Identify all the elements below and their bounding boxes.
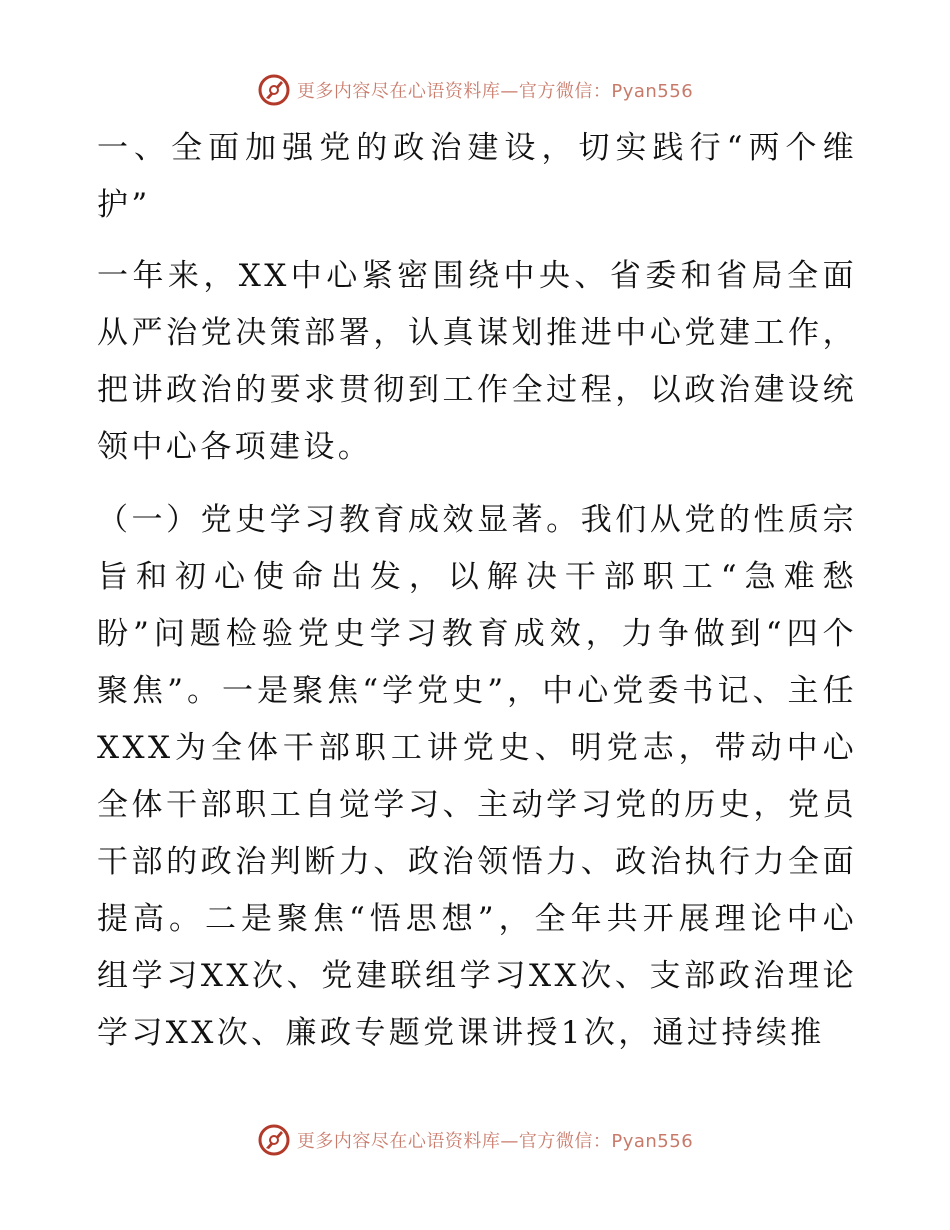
quill-circle-logo-icon — [257, 73, 291, 107]
watermark-text: 更多内容尽在心语资料库—官方微信：Pyan556 — [296, 1131, 694, 1152]
watermark-banner-bottom — [0, 1120, 950, 1160]
paragraph: 一年来，XX中心紧密围绕中央、省委和省局全面从严治党决策部署，认真谋划推进中心党建工作，把讲政治的要求贯彻到工作全过程，以政治建设统领中心各项建设。 — [97, 258, 857, 465]
watermark-banner-top — [0, 70, 950, 110]
section-heading: 一、全面加强党的政治建设，切实践行“两个维护” — [97, 130, 857, 223]
document-body — [97, 120, 857, 1062]
paragraph: （一）党史学习教育成效显著。我们从党的性质宗旨和初心使命出发，以解决干部职工“急难愁盼”问题检验党史学习教育成效，力争做到“四个聚焦”。一是聚焦“学党史”，中心党委书记、主任XXX为全体干部职工讲党史、明党志，带动中心全体干部职工自觉学习、主动学习党的历史，党员干部的政治判断力、政治领悟力、政治执行力全面提高。二是聚焦“悟思想”，全年共开展理论中心组学习XX次、党建联组学习XX次、支部政治理论学习XX次、廉政专题党课讲授1次，通过持续推 — [97, 502, 857, 1051]
watermark-text: 更多内容尽在心语资料库—官方微信：Pyan556 — [296, 81, 694, 102]
quill-circle-logo-icon — [257, 1123, 291, 1157]
